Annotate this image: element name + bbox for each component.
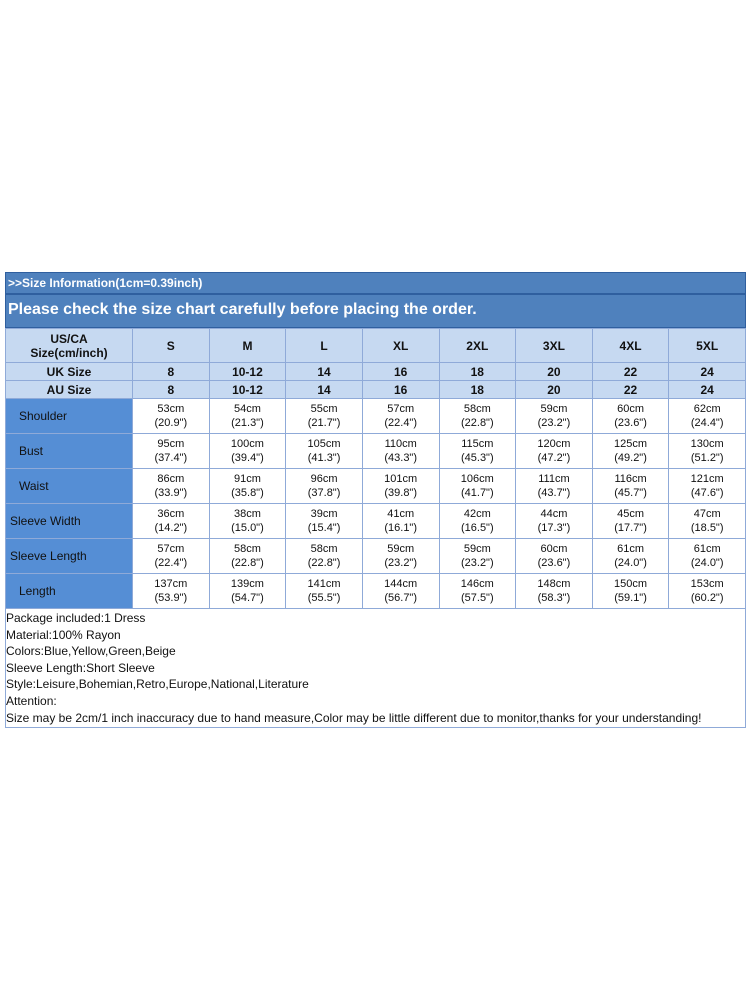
measurement-cell bbox=[516, 434, 593, 469]
measurement-cell bbox=[209, 539, 286, 574]
shoulder-row bbox=[6, 399, 746, 434]
inch-value: (16.5") bbox=[460, 522, 494, 534]
cm-value: 148cm bbox=[537, 578, 571, 590]
inch-value: (22.4") bbox=[154, 557, 188, 569]
measurement-cell bbox=[286, 574, 363, 609]
uk-size-cell: 20 bbox=[516, 363, 593, 381]
measurement-cell bbox=[286, 469, 363, 504]
measurement-cell bbox=[439, 469, 516, 504]
cm-value: 116cm bbox=[614, 473, 647, 485]
cm-value: 141cm bbox=[307, 578, 341, 590]
cm-value: 61cm bbox=[693, 543, 721, 555]
measurement-cell bbox=[362, 399, 439, 434]
inch-value: (21.3") bbox=[231, 417, 264, 429]
cm-value: 110cm bbox=[384, 438, 417, 450]
uk-size-cell: 24 bbox=[669, 363, 746, 381]
measurement-cell bbox=[592, 469, 669, 504]
cm-value: 60cm bbox=[617, 403, 645, 415]
measurement-cell bbox=[669, 399, 746, 434]
inch-value: (54.7") bbox=[231, 592, 264, 604]
measurement-cell bbox=[362, 469, 439, 504]
inch-value: (15.0") bbox=[231, 522, 264, 534]
cm-value: 146cm bbox=[460, 578, 494, 590]
inch-value: (16.1") bbox=[384, 522, 417, 534]
inch-value: (45.3") bbox=[460, 452, 494, 464]
measurement-cell bbox=[516, 574, 593, 609]
waist-label: Waist bbox=[6, 469, 133, 504]
measurement-cell bbox=[516, 469, 593, 504]
inch-value: (55.5") bbox=[307, 592, 341, 604]
note-line: Sleeve Length:Short Sleeve bbox=[6, 660, 155, 675]
inch-value: (41.7") bbox=[460, 487, 494, 499]
measurement-cell bbox=[516, 539, 593, 574]
size-chart bbox=[5, 272, 746, 728]
measurement-cell bbox=[209, 434, 286, 469]
inch-value: (43.3") bbox=[384, 452, 417, 464]
measurement-cell bbox=[286, 399, 363, 434]
inch-value: (41.3") bbox=[307, 452, 341, 464]
size-info-title: >>Size Information(1cm=0.39inch) bbox=[5, 272, 746, 294]
uk-size-label: UK Size bbox=[6, 363, 133, 381]
us-size-label: US/CA Size(cm/inch) bbox=[6, 329, 133, 363]
inch-value: (59.1") bbox=[614, 592, 647, 604]
cm-value: 115cm bbox=[461, 438, 494, 450]
inch-value: (39.4") bbox=[231, 452, 264, 464]
cm-value: 91cm bbox=[233, 473, 261, 485]
cm-value: 101cm bbox=[384, 473, 418, 485]
au-size-cell: 20 bbox=[516, 381, 593, 399]
measurement-cell bbox=[516, 399, 593, 434]
cm-value: 58cm bbox=[310, 543, 338, 555]
inch-value: (45.7") bbox=[614, 487, 647, 499]
measurement-cell bbox=[362, 504, 439, 539]
measurement-cell bbox=[133, 504, 210, 539]
waist-row bbox=[6, 469, 746, 504]
cm-value: 130cm bbox=[690, 438, 724, 450]
size-info-subtitle: Please check the size chart carefully before placing the order. bbox=[5, 294, 746, 328]
measurement-cell bbox=[592, 539, 669, 574]
length-label: Length bbox=[6, 574, 133, 609]
size-cell: 3XL bbox=[516, 329, 593, 363]
cm-value: 41cm bbox=[387, 508, 415, 520]
inch-value: (37.4") bbox=[154, 452, 188, 464]
measurement-cell bbox=[209, 399, 286, 434]
measurement-cell bbox=[592, 434, 669, 469]
measurement-cell bbox=[439, 574, 516, 609]
cm-value: 150cm bbox=[614, 578, 648, 590]
cm-value: 105cm bbox=[307, 438, 341, 450]
inch-value: (51.2") bbox=[690, 452, 724, 464]
uk-size-cell: 14 bbox=[286, 363, 363, 381]
measurement-cell bbox=[286, 434, 363, 469]
measurement-cell bbox=[592, 574, 669, 609]
cm-value: 42cm bbox=[463, 508, 491, 520]
au-size-cell: 10-12 bbox=[209, 381, 286, 399]
cm-value: 54cm bbox=[233, 403, 261, 415]
au-size-row bbox=[6, 381, 746, 399]
cm-value: 61cm bbox=[617, 543, 645, 555]
inch-value: (56.7") bbox=[384, 592, 417, 604]
measurement-cell bbox=[362, 574, 439, 609]
inch-value: (37.8") bbox=[307, 487, 341, 499]
measurement-cell bbox=[592, 504, 669, 539]
cm-value: 121cm bbox=[690, 473, 724, 485]
au-size-cell: 8 bbox=[133, 381, 210, 399]
inch-value: (22.8") bbox=[307, 557, 341, 569]
inch-value: (24.0") bbox=[690, 557, 724, 569]
inch-value: (49.2") bbox=[614, 452, 647, 464]
uk-size-row bbox=[6, 363, 746, 381]
measurement-cell bbox=[362, 434, 439, 469]
measurement-cell bbox=[209, 574, 286, 609]
cm-value: 96cm bbox=[310, 473, 338, 485]
cm-value: 86cm bbox=[157, 473, 185, 485]
cm-value: 57cm bbox=[157, 543, 185, 555]
us-size-row bbox=[6, 329, 746, 363]
inch-value: (47.2") bbox=[537, 452, 571, 464]
inch-value: (39.8") bbox=[384, 487, 417, 499]
cm-value: 39cm bbox=[310, 508, 338, 520]
cm-value: 58cm bbox=[233, 543, 261, 555]
uk-size-cell: 16 bbox=[362, 363, 439, 381]
cm-value: 59cm bbox=[463, 543, 491, 555]
inch-value: (21.7") bbox=[307, 417, 341, 429]
note-line: Style:Leisure,Bohemian,Retro,Europe,National,Literature bbox=[6, 677, 309, 692]
measurement-cell bbox=[362, 539, 439, 574]
cm-value: 44cm bbox=[540, 508, 568, 520]
inch-value: (22.8") bbox=[460, 417, 494, 429]
inch-value: (14.2") bbox=[154, 522, 188, 534]
au-size-cell: 22 bbox=[592, 381, 669, 399]
inch-value: (23.2") bbox=[384, 557, 417, 569]
sleeve-width-row bbox=[6, 504, 746, 539]
length-row bbox=[6, 574, 746, 609]
inch-value: (20.9") bbox=[154, 417, 188, 429]
measurement-cell bbox=[669, 434, 746, 469]
size-cell: 4XL bbox=[592, 329, 669, 363]
uk-size-cell: 22 bbox=[592, 363, 669, 381]
cm-value: 55cm bbox=[310, 403, 338, 415]
sleeve-width-label: Sleeve Width bbox=[6, 504, 133, 539]
cm-value: 58cm bbox=[463, 403, 491, 415]
inch-value: (22.8") bbox=[231, 557, 264, 569]
au-size-cell: 18 bbox=[439, 381, 516, 399]
sleeve-length-row bbox=[6, 539, 746, 574]
cm-value: 100cm bbox=[230, 438, 264, 450]
cm-value: 120cm bbox=[537, 438, 571, 450]
inch-value: (23.2") bbox=[460, 557, 494, 569]
bust-label: Bust bbox=[6, 434, 133, 469]
measurement-cell bbox=[439, 539, 516, 574]
inch-value: (15.4") bbox=[307, 522, 341, 534]
note-line: Package included:1 Dress bbox=[6, 611, 146, 625]
cm-value: 111cm bbox=[538, 473, 570, 485]
inch-value: (23.6") bbox=[614, 417, 647, 429]
product-notes bbox=[5, 609, 746, 728]
au-size-cell: 16 bbox=[362, 381, 439, 399]
measurement-cell bbox=[669, 469, 746, 504]
measurement-cell bbox=[669, 504, 746, 539]
cm-value: 62cm bbox=[693, 403, 721, 415]
cm-value: 59cm bbox=[387, 543, 415, 555]
inch-value: (24.0") bbox=[614, 557, 647, 569]
size-cell: L bbox=[286, 329, 363, 363]
measurement-cell bbox=[286, 504, 363, 539]
inch-value: (58.3") bbox=[537, 592, 571, 604]
measurement-cell bbox=[439, 434, 516, 469]
inch-value: (18.5") bbox=[690, 522, 724, 534]
note-line: Size may be 2cm/1 inch inaccuracy due to hand measure,Color may be little different due to monitor,thanks for your understanding! bbox=[6, 710, 702, 725]
au-size-cell: 14 bbox=[286, 381, 363, 399]
au-size-cell: 24 bbox=[669, 381, 746, 399]
cm-value: 36cm bbox=[157, 508, 185, 520]
cm-value: 60cm bbox=[540, 543, 568, 555]
measurement-cell bbox=[133, 434, 210, 469]
measurement-cell bbox=[209, 469, 286, 504]
cm-value: 139cm bbox=[230, 578, 264, 590]
measurement-cell bbox=[209, 504, 286, 539]
size-cell: 2XL bbox=[439, 329, 516, 363]
inch-value: (24.4") bbox=[690, 417, 724, 429]
note-line: Attention: bbox=[6, 693, 57, 708]
measurement-cell bbox=[133, 574, 210, 609]
sleeve-length-label: Sleeve Length bbox=[6, 539, 133, 574]
measurement-cell bbox=[669, 574, 746, 609]
measurement-cell bbox=[592, 399, 669, 434]
cm-value: 137cm bbox=[154, 578, 188, 590]
inch-value: (17.3") bbox=[537, 522, 571, 534]
bust-row bbox=[6, 434, 746, 469]
measurement-cell bbox=[133, 539, 210, 574]
note-line: Material:100% Rayon bbox=[6, 627, 121, 642]
inch-value: (23.6") bbox=[537, 557, 571, 569]
cm-value: 45cm bbox=[617, 508, 645, 520]
inch-value: (35.8") bbox=[231, 487, 264, 499]
measurement-cell bbox=[669, 539, 746, 574]
uk-size-cell: 8 bbox=[133, 363, 210, 381]
measurement-cell bbox=[439, 399, 516, 434]
cm-value: 125cm bbox=[614, 438, 648, 450]
shoulder-label: Shoulder bbox=[6, 399, 133, 434]
size-cell: M bbox=[209, 329, 286, 363]
size-cell: XL bbox=[362, 329, 439, 363]
inch-value: (60.2") bbox=[690, 592, 724, 604]
size-cell: S bbox=[133, 329, 210, 363]
cm-value: 53cm bbox=[157, 403, 185, 415]
inch-value: (23.2") bbox=[537, 417, 571, 429]
cm-value: 153cm bbox=[690, 578, 724, 590]
inch-value: (22.4") bbox=[384, 417, 417, 429]
inch-value: (33.9") bbox=[154, 487, 188, 499]
cm-value: 59cm bbox=[540, 403, 568, 415]
cm-value: 106cm bbox=[460, 473, 494, 485]
size-table bbox=[5, 328, 746, 609]
note-line: Colors:Blue,Yellow,Green,Beige bbox=[6, 644, 176, 659]
inch-value: (53.9") bbox=[154, 592, 188, 604]
cm-value: 57cm bbox=[387, 403, 415, 415]
measurement-cell bbox=[439, 504, 516, 539]
uk-size-cell: 10-12 bbox=[209, 363, 286, 381]
cm-value: 95cm bbox=[157, 438, 185, 450]
cm-value: 144cm bbox=[384, 578, 418, 590]
inch-value: (47.6") bbox=[690, 487, 724, 499]
inch-value: (17.7") bbox=[614, 522, 647, 534]
uk-size-cell: 18 bbox=[439, 363, 516, 381]
cm-value: 47cm bbox=[693, 508, 721, 520]
au-size-label: AU Size bbox=[6, 381, 133, 399]
inch-value: (43.7") bbox=[537, 487, 571, 499]
measurement-cell bbox=[286, 539, 363, 574]
cm-value: 38cm bbox=[233, 508, 261, 520]
measurement-cell bbox=[133, 469, 210, 504]
inch-value: (57.5") bbox=[460, 592, 494, 604]
measurement-cell bbox=[516, 504, 593, 539]
measurement-cell bbox=[133, 399, 210, 434]
size-cell: 5XL bbox=[669, 329, 746, 363]
